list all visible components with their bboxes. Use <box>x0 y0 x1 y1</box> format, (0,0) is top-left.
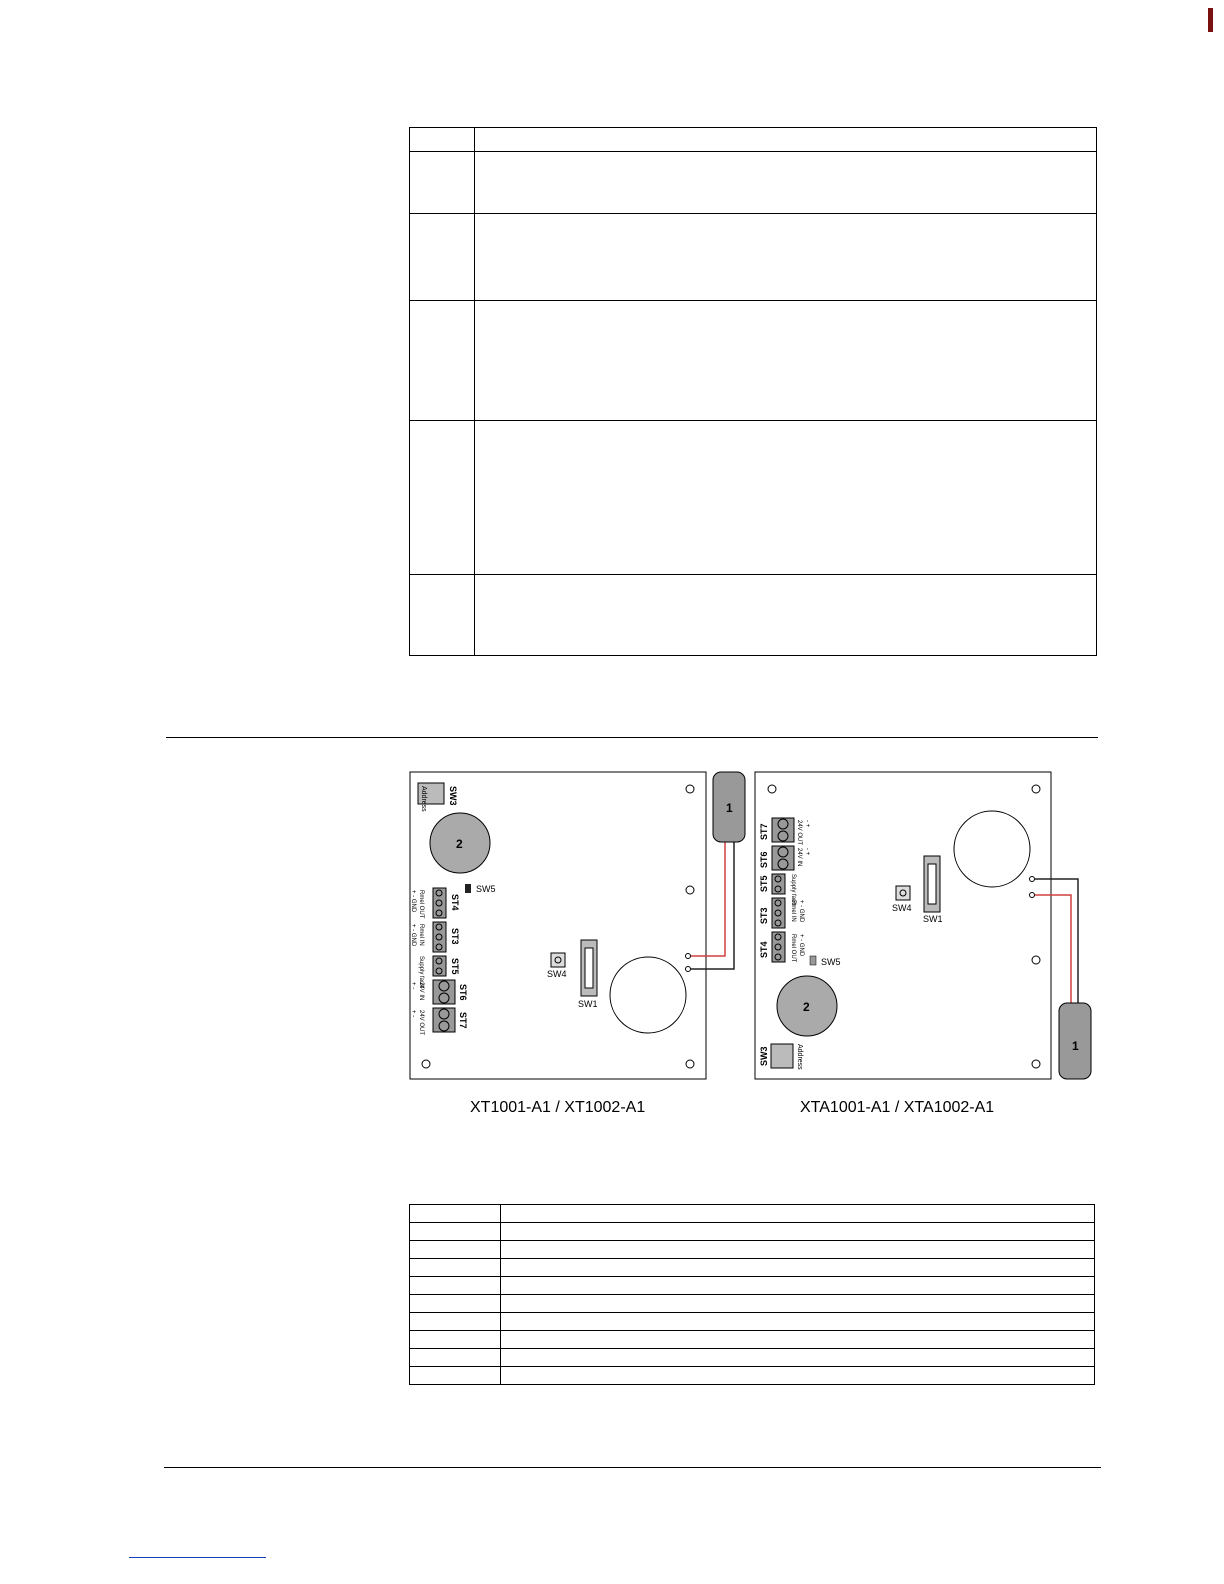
sw3-label: SW3 <box>759 1046 769 1066</box>
speaker <box>610 957 686 1033</box>
svg-text:+ -: + - <box>410 982 416 990</box>
svg-text:ST3: ST3 <box>759 907 769 924</box>
table-row <box>410 421 1097 575</box>
svg-text:ST4: ST4 <box>759 941 769 958</box>
svg-text:+ - GND: + - GND <box>410 890 416 913</box>
svg-text:Supply fault: Supply fault <box>790 874 796 906</box>
sw5-label: SW5 <box>821 957 841 967</box>
callout-1: 1 <box>1072 1039 1079 1053</box>
svg-text:+ -: + - <box>410 1010 416 1018</box>
board-layout-figure <box>400 760 1110 1190</box>
sw3-label: SW3 <box>448 786 458 806</box>
svg-text:ST5: ST5 <box>759 875 769 892</box>
address-label: Address <box>420 786 427 812</box>
footer-divider <box>164 1467 1101 1468</box>
table-row <box>410 1367 1095 1385</box>
svg-text:Rmel IN: Rmel IN <box>790 900 796 922</box>
description-table <box>409 127 1097 656</box>
svg-text:+ - GND: + - GND <box>798 934 804 957</box>
callout-2: 2 <box>803 1000 810 1014</box>
svg-text:Rmel OUT: Rmel OUT <box>790 934 796 963</box>
svg-text:+ - GND: + - GND <box>798 900 804 923</box>
svg-text:- +: - + <box>804 820 810 828</box>
table-row <box>410 152 1097 214</box>
svg-text:- +: - + <box>804 848 810 856</box>
svg-text:Rmel OUT: Rmel OUT <box>418 890 424 919</box>
sw4-label: SW4 <box>547 969 567 979</box>
table-row <box>410 1241 1095 1259</box>
callout-2: 2 <box>456 837 463 851</box>
table-row <box>410 214 1097 301</box>
svg-text:ST5: ST5 <box>450 958 460 975</box>
svg-text:ST7: ST7 <box>458 1012 468 1029</box>
table-row <box>410 1277 1095 1295</box>
components-table <box>409 1204 1095 1385</box>
caption-left: XT1001-A1 / XT1002-A1 <box>470 1099 646 1116</box>
table-header-row <box>410 1205 1095 1223</box>
right-board <box>755 772 1091 1079</box>
callout-1: 1 <box>726 801 733 815</box>
svg-text:24V OUT: 24V OUT <box>796 820 802 846</box>
sw5-switch <box>810 956 816 965</box>
svg-text:24V IN: 24V IN <box>418 982 424 1001</box>
table-row <box>410 575 1097 656</box>
svg-text:+ - GND: + - GND <box>410 924 416 947</box>
revision-bar <box>1208 8 1213 32</box>
svg-text:ST7: ST7 <box>759 823 769 840</box>
left-board <box>410 772 745 1079</box>
section-divider <box>166 737 1098 738</box>
svg-text:24V IN: 24V IN <box>796 848 802 867</box>
table-row <box>410 1331 1095 1349</box>
sw4-label: SW4 <box>892 903 912 913</box>
sw1-label: SW1 <box>923 914 943 924</box>
sw4-button <box>551 953 565 967</box>
table-row <box>410 301 1097 421</box>
svg-text:ST4: ST4 <box>450 894 460 911</box>
svg-text:ST3: ST3 <box>450 928 460 945</box>
svg-text:ST6: ST6 <box>458 984 468 1001</box>
speaker <box>954 811 1030 887</box>
sw1-label: SW1 <box>578 999 598 1009</box>
svg-text:24V OUT: 24V OUT <box>418 1010 424 1036</box>
sw5-switch <box>465 884 471 893</box>
terminal-blocks <box>410 888 468 1035</box>
sw4-button <box>896 886 910 900</box>
sw3-switch <box>771 1044 793 1068</box>
table-row <box>410 1313 1095 1331</box>
caption-right: XTA1001-A1 / XTA1002-A1 <box>800 1099 995 1116</box>
table-row <box>410 1223 1095 1241</box>
svg-text:ST6: ST6 <box>759 851 769 868</box>
table-row <box>410 1349 1095 1367</box>
table-header-row <box>410 128 1097 152</box>
svg-text:Rmel IN: Rmel IN <box>418 924 424 946</box>
footer-link[interactable] <box>129 1557 266 1558</box>
sw5-label: SW5 <box>476 884 496 894</box>
table-row <box>410 1259 1095 1277</box>
svg-text:Supply fault: Supply fault <box>418 956 424 988</box>
address-label: Address <box>796 1044 803 1070</box>
table-row <box>410 1295 1095 1313</box>
